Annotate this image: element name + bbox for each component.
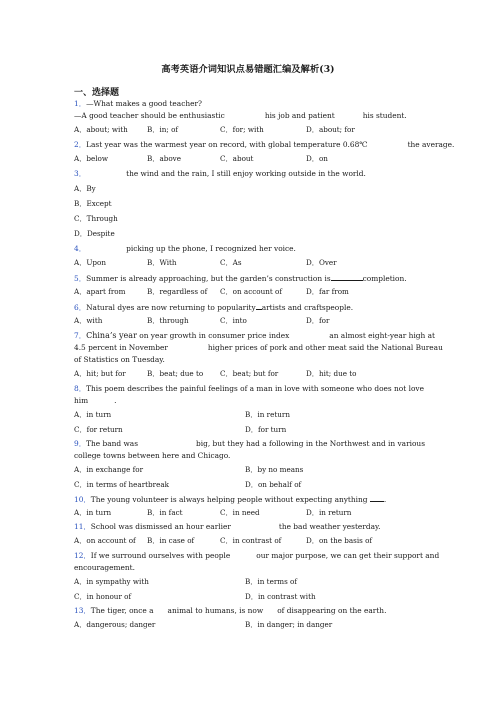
option-c[interactable]: C．in contrast of — [220, 536, 282, 545]
option-b[interactable]: B．Except — [74, 199, 112, 208]
question-8-stem: 8．This poem describes the painful feelings of a man in love with someone who does not love — [74, 384, 424, 393]
option-d[interactable]: D．Over — [306, 258, 337, 267]
option-b[interactable]: B．beat; due to — [147, 369, 204, 378]
option-d[interactable]: D．for — [306, 316, 330, 325]
option-b[interactable]: B．in fact — [147, 508, 183, 517]
option-b[interactable]: B．With — [147, 258, 177, 267]
question-9-stem-line2: college towns between here and Chicago. — [74, 451, 231, 460]
question-6-stem: 6．Natural dyes are now returning to popularity artists and craftspeople. — [74, 303, 354, 312]
question-11-stem: 11．School was dismissed an hour earlier the bad weather yesterday. — [74, 522, 381, 531]
option-c[interactable]: C．on account of — [220, 287, 283, 296]
section-heading: 一、选择题 — [74, 88, 120, 98]
option-d[interactable]: D．on the basis of — [306, 536, 373, 545]
option-c[interactable]: C．in terms of heartbreak — [74, 480, 169, 489]
option-a[interactable]: A．in turn — [74, 410, 112, 419]
option-a[interactable]: A．hit; but for — [74, 369, 126, 378]
option-c[interactable]: C．Through — [74, 214, 118, 223]
option-b[interactable]: B．regardless of — [147, 287, 208, 296]
option-d[interactable]: D．in return — [306, 508, 352, 517]
question-7-stem-line3: of Statistics on Tuesday. — [74, 355, 165, 364]
option-d[interactable]: D．for turn — [245, 425, 287, 434]
option-c[interactable]: C．for return — [74, 425, 123, 434]
question-8-stem-line2: him . — [74, 396, 117, 405]
option-b[interactable]: B．by no means — [245, 465, 304, 474]
option-d[interactable]: D．on behalf of — [245, 480, 302, 489]
option-a[interactable]: A．By — [74, 184, 96, 193]
option-d[interactable]: D．on — [306, 154, 328, 163]
option-a[interactable]: A．in sympathy with — [74, 577, 149, 586]
option-c[interactable]: C．in need — [220, 508, 260, 517]
question-13-stem: 13．The tiger, once a animal to humans, is now of disappearing on the earth. — [74, 606, 387, 615]
question-2-stem: 2．Last year was the warmest year on record, with global temperature 0.68℃ the average. — [74, 140, 455, 149]
option-d[interactable]: D．far from — [306, 287, 349, 296]
question-4-stem: 4． picking up the phone, I recognized her voice. — [74, 244, 296, 253]
question-7-stem-line2: 4.5 percent in November higher prices of pork and other meat said the National Bureau — [74, 343, 443, 352]
option-a[interactable]: A．below — [74, 154, 109, 163]
option-a[interactable]: A．apart from — [74, 287, 126, 296]
option-a[interactable]: A．dangerous; danger — [74, 620, 156, 629]
question-3-stem: 3． the wind and the rain, I still enjoy working outside in the world. — [74, 169, 366, 178]
page-title: 高考英语介词知识点易错题汇编及解析(3) — [161, 64, 335, 75]
option-a[interactable]: A．in exchange for — [74, 465, 144, 474]
option-d[interactable]: D．hit; due to — [306, 369, 357, 378]
option-b[interactable]: B．in terms of — [245, 577, 298, 586]
option-a[interactable]: A．in turn — [74, 508, 112, 517]
option-c[interactable]: C．for; with — [220, 125, 264, 134]
option-c[interactable]: C．into — [220, 316, 247, 325]
option-d[interactable]: D．in contrast with — [245, 592, 316, 601]
option-b[interactable]: B．in danger; in danger — [245, 620, 333, 629]
option-a[interactable]: A．with — [74, 316, 103, 325]
option-a[interactable]: A．about; with — [74, 125, 128, 134]
question-12-stem: 12．If we surround ourselves with people our major purpose, we can get their support and — [74, 551, 440, 560]
question-number: 1． — [74, 99, 87, 108]
option-d[interactable]: D．about; for — [306, 125, 355, 134]
option-d[interactable]: D．Despite — [74, 229, 115, 238]
option-b[interactable]: B．in; of — [147, 125, 179, 134]
question-5-stem: 5．Summer is already approaching, but the garden’s construction is completion. — [74, 274, 407, 283]
option-b[interactable]: B．above — [147, 154, 181, 163]
question-7-stem: 7．China’s year on year growth in consumer price index an almost eight-year high at — [74, 331, 436, 340]
option-c[interactable]: C．about — [220, 154, 254, 163]
question-1-stem-line2: —A good teacher should be enthusiastic his job and patient his student. — [74, 111, 407, 120]
option-b[interactable]: B．in case of — [147, 536, 195, 545]
question-1-stem: 1．—What makes a good teacher? — [74, 99, 202, 108]
option-b[interactable]: B．in return — [245, 410, 290, 419]
option-c[interactable]: C．As — [220, 258, 242, 267]
option-c[interactable]: C．in honour of — [74, 592, 132, 601]
question-10-stem: 10．The young volunteer is always helping people without expecting anything . — [74, 495, 387, 504]
option-a[interactable]: A．on account of — [74, 536, 136, 545]
question-12-stem-line2: encouragement. — [74, 563, 135, 572]
question-9-stem: 9．The band was big, but they had a following in the Northwest and in various — [74, 439, 425, 448]
option-a[interactable]: A．Upon — [74, 258, 106, 267]
option-c[interactable]: C．beat; but for — [220, 369, 279, 378]
option-b[interactable]: B．through — [147, 316, 189, 325]
